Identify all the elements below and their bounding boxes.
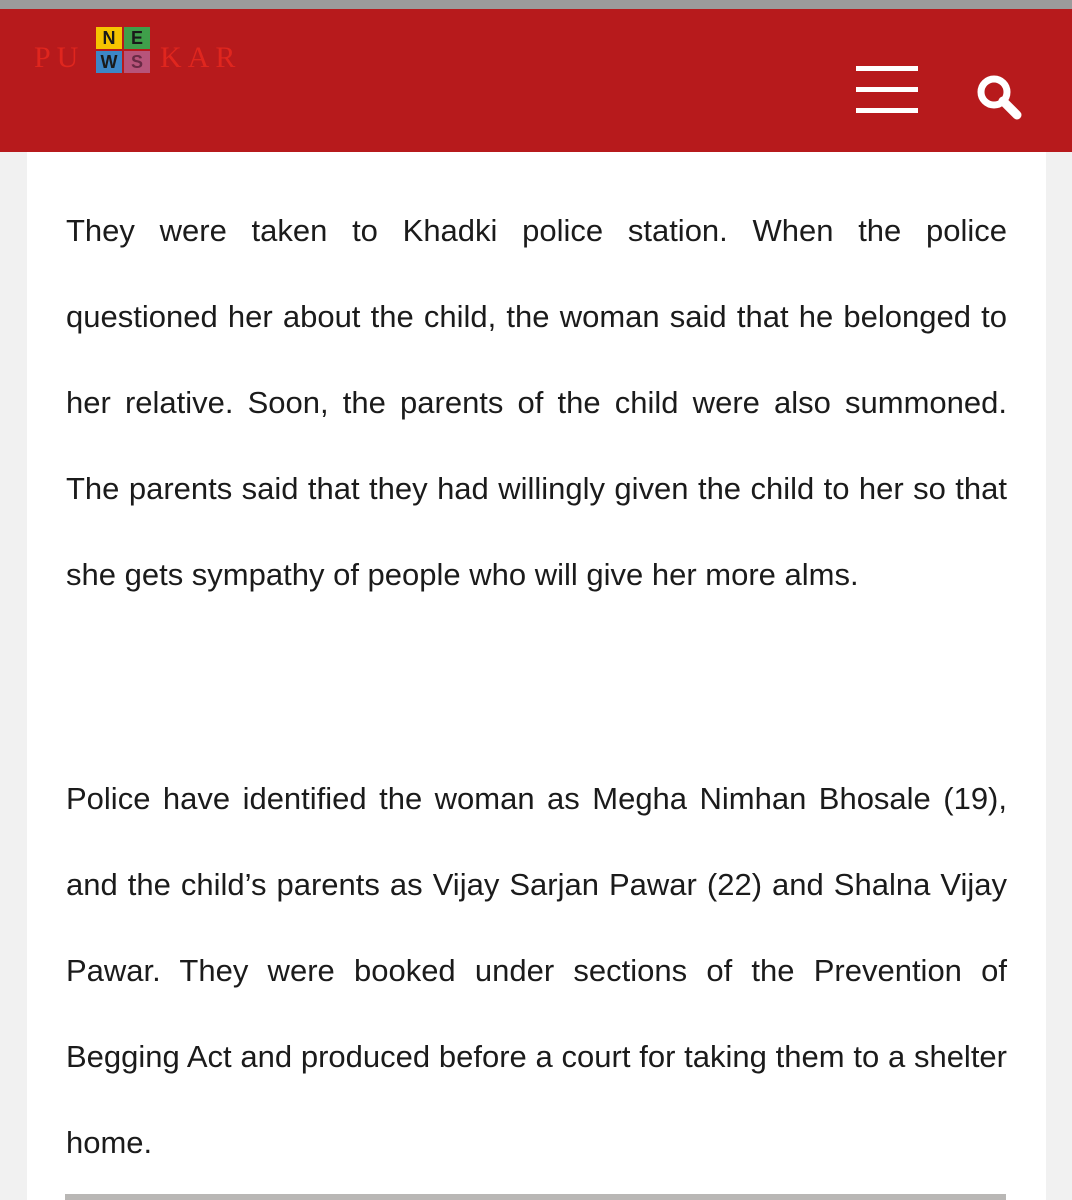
site-header bbox=[0, 9, 1072, 152]
logo-text-left: PU bbox=[34, 41, 85, 74]
search-icon-graphic bbox=[975, 73, 1025, 123]
logo-tile-s: S bbox=[124, 51, 150, 73]
menu-bar-middle bbox=[856, 87, 918, 92]
menu-bar-top bbox=[856, 66, 918, 71]
article-image-top-edge bbox=[65, 1194, 1006, 1200]
menu-bar-bottom bbox=[856, 108, 918, 113]
hamburger-menu-icon[interactable] bbox=[856, 66, 918, 116]
browser-top-strip bbox=[0, 0, 1072, 9]
logo-text-right: KAR bbox=[160, 41, 242, 74]
article-paragraph: Police have identified the woman as Megha Nimhan Bhosale (19), and the child’s parents as Vijay Sarjan Pawar (22) and Shalna Vijay Pawar. They were booked under sections of the Prevention of Begging Act and produced before a court for taking them to a shelter home. bbox=[66, 781, 1007, 1160]
article-paragraph: They were taken to Khadki police station. When the police questioned her about the child, the woman said that he belonged to her relative. Soon, the parents of the child were also summoned. The parents said that they had willingly given the child to her so that she gets sympathy of people who will give her more alms. bbox=[66, 213, 1007, 592]
logo-tile-e: E bbox=[124, 27, 150, 49]
logo-tile-w: W bbox=[96, 51, 122, 73]
logo-tile-n: N bbox=[96, 27, 122, 49]
article-body bbox=[27, 152, 1046, 1200]
site-logo[interactable] bbox=[34, 27, 274, 99]
search-icon[interactable] bbox=[975, 73, 1025, 123]
